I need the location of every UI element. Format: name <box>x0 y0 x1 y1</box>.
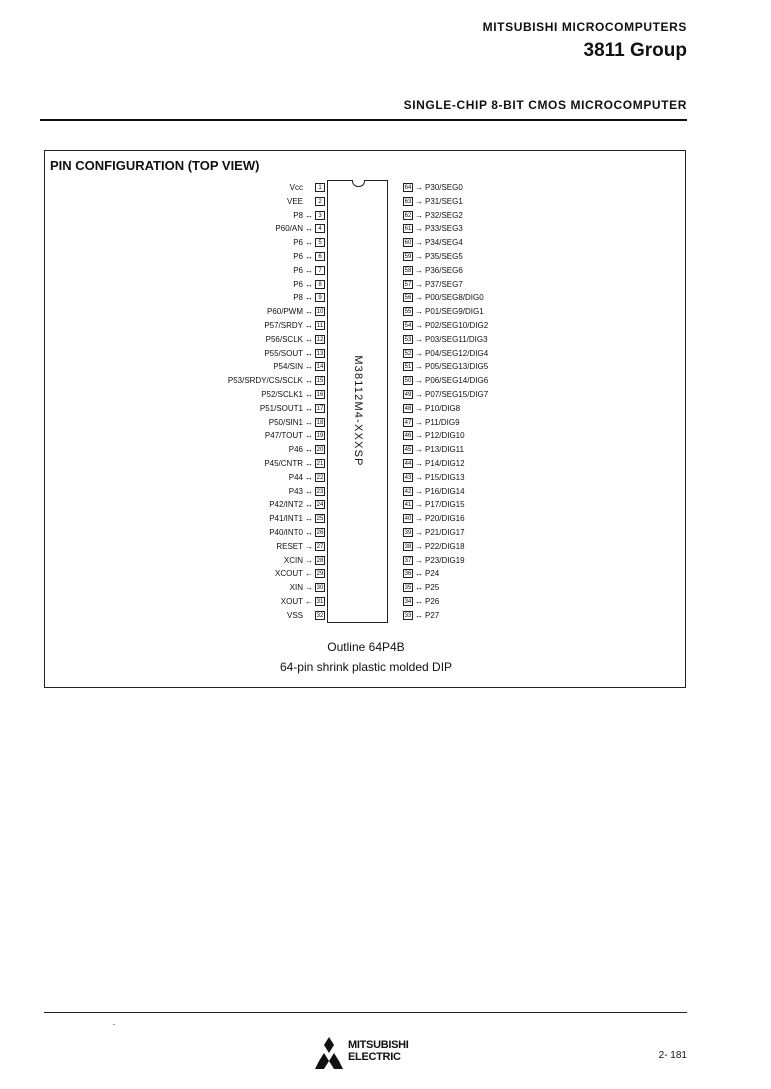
pin-name: P40/INT0 <box>269 528 303 537</box>
pin-direction-icon: ↔ <box>305 265 313 275</box>
pin-name: P11/DIG9 <box>425 417 460 427</box>
pin-number: 14 <box>316 364 324 371</box>
pin-name: P32/SEG2 <box>425 210 463 220</box>
pin-name: P33/SEG3 <box>425 224 463 234</box>
right-pin-row <box>403 278 463 291</box>
pin-name: P01/SEG9/DIG1 <box>425 307 484 317</box>
pin-name: P60/AN <box>275 224 303 234</box>
pin-number: 15 <box>316 378 324 385</box>
pin-name: P50/SIN1 <box>268 417 303 427</box>
pin-name: P17/DIG15 <box>425 500 465 510</box>
pin-number: 25 <box>316 516 324 523</box>
right-pin-row <box>403 443 464 456</box>
left-pin-row <box>264 319 325 332</box>
pin-number: 8 <box>315 280 325 289</box>
pin-direction-icon: ↔ <box>305 376 313 386</box>
right-pin-row <box>403 540 465 553</box>
pin-direction-icon: → <box>415 196 423 206</box>
pin-direction-icon: ↔ <box>305 293 313 303</box>
pin-name: P45/CNTR <box>264 459 303 468</box>
pin-direction-icon: ↔ <box>415 569 423 579</box>
page-number: 2- 181 <box>658 1050 687 1061</box>
pin-name: P25 <box>425 583 440 593</box>
pin-direction-icon: → <box>415 459 423 468</box>
pin-number: 3 <box>315 211 325 220</box>
right-pin-row <box>403 347 488 360</box>
pin-direction-icon: → <box>415 252 423 261</box>
package-description: 64-pin shrink plastic molded DIP <box>279 660 453 674</box>
pin-number: 27 <box>316 543 324 550</box>
pin-name: P60/PWM <box>266 307 303 317</box>
pin-direction-icon: ↔ <box>305 486 313 496</box>
right-pin-row <box>403 471 465 484</box>
pin-name: P21/DIG17 <box>425 528 465 537</box>
pin-name: P20/DIG16 <box>425 514 465 524</box>
pin-direction-icon: ↔ <box>305 459 313 468</box>
left-pin-row <box>273 360 325 373</box>
pin-number: 6 <box>315 252 325 261</box>
pin-direction-icon: ↔ <box>305 348 313 358</box>
pin-direction-icon: ↔ <box>305 417 313 427</box>
pin-name: P6 <box>293 265 303 275</box>
pin-direction-icon: → <box>305 541 313 551</box>
pin-name: XCOUT <box>275 569 303 579</box>
pin-direction-icon: → <box>415 500 423 510</box>
footer-rule <box>44 1012 687 1013</box>
pin-number: 37 <box>404 557 412 564</box>
pin-number: 55 <box>404 309 412 316</box>
pin-name: P6 <box>293 238 303 248</box>
left-pin-row <box>276 540 325 553</box>
pin-direction-icon: → <box>415 293 423 303</box>
pin-number: 11 <box>316 323 324 329</box>
pin-number: 35 <box>404 585 412 592</box>
pin-name: P41/INT1 <box>269 514 303 524</box>
logo-text-line2: ELECTRIC <box>348 1051 401 1063</box>
right-pin-row <box>403 305 484 318</box>
right-pin-row <box>403 236 463 249</box>
pin-name: P35/SEG5 <box>425 252 463 261</box>
pin-number: 20 <box>316 447 324 454</box>
pin-number: 9 <box>315 293 325 302</box>
right-pin-row <box>403 609 439 622</box>
pin-number: 18 <box>316 419 324 426</box>
pin-number: 32 <box>316 612 324 619</box>
pin-direction-icon: → <box>415 362 423 372</box>
pin-direction-icon: → <box>415 279 423 289</box>
left-pin-row <box>260 402 325 415</box>
pin-number: 28 <box>316 557 324 564</box>
pin-name: P26 <box>425 597 440 606</box>
pin-number: 54 <box>404 323 412 329</box>
pin-name: P8 <box>293 210 303 220</box>
pin-number: 59 <box>404 254 412 260</box>
pin-name: P47/TOUT <box>264 431 303 441</box>
pin-direction-icon: → <box>415 472 423 482</box>
pin-direction-icon: → <box>415 376 423 386</box>
left-pin-row <box>289 443 325 456</box>
pin-name: VEE <box>286 196 303 206</box>
pin-name: P53/SRDY/CS/SCLK <box>227 376 303 386</box>
pin-number: 10 <box>316 309 324 316</box>
pin-number: 39 <box>404 530 412 536</box>
pin-number: 62 <box>404 212 412 219</box>
pin-number: 64 <box>404 185 412 191</box>
pin-direction-icon: ↔ <box>305 500 313 510</box>
left-pin-row <box>264 457 325 470</box>
pin-name: XIN <box>289 583 303 593</box>
chip-notch <box>352 180 365 187</box>
left-pin-row <box>269 512 325 525</box>
pin-name: P43 <box>288 486 303 496</box>
pin-direction-icon: → <box>415 445 423 455</box>
right-pin-row <box>403 512 465 525</box>
pin-direction-icon: ↔ <box>305 224 313 234</box>
left-pin-row <box>284 554 325 567</box>
pin-name: RESET <box>276 541 303 551</box>
right-pin-row <box>403 402 460 415</box>
pin-name: P27 <box>425 610 440 620</box>
pin-number: 13 <box>316 350 324 357</box>
left-pin-row <box>293 236 325 249</box>
pin-number: 12 <box>316 336 324 343</box>
right-pin-row <box>403 526 465 539</box>
pin-name: P00/SEG8/DIG0 <box>425 293 484 303</box>
pin-number: 43 <box>404 474 412 481</box>
pin-name: P34/SEG4 <box>425 238 463 248</box>
pin-number: 63 <box>404 198 412 205</box>
pin-direction-icon: ↔ <box>305 210 313 220</box>
left-pin-row <box>289 485 325 498</box>
pin-direction-icon: → <box>415 307 423 317</box>
pin-direction-icon: → <box>415 528 423 537</box>
pin-name: P57/SRDY <box>264 321 303 330</box>
pin-direction-icon: ↔ <box>415 583 423 593</box>
pin-name: P02/SEG10/DIG2 <box>425 321 489 330</box>
pin-direction-icon: ↔ <box>305 528 313 537</box>
left-pin-row <box>269 498 325 511</box>
left-pin-row <box>293 250 325 263</box>
pin-number: 31 <box>316 599 324 605</box>
right-pin-row <box>403 291 484 304</box>
right-pin-row <box>403 485 465 498</box>
chip-package <box>327 180 388 623</box>
pin-direction-icon: ↔ <box>305 431 313 441</box>
pin-name: P22/DIG18 <box>425 541 465 551</box>
pin-number: 5 <box>315 238 325 247</box>
pin-number: 58 <box>404 267 412 274</box>
right-pin-row <box>403 429 465 442</box>
pin-direction-icon: → <box>415 210 423 220</box>
pin-number: 7 <box>315 266 325 275</box>
pin-number: 1 <box>315 183 325 192</box>
pin-number: 50 <box>404 378 412 385</box>
pin-name: P13/DIG11 <box>425 445 464 455</box>
pin-direction-icon: → <box>305 583 313 593</box>
pin-name: P04/SEG12/DIG4 <box>425 348 489 358</box>
left-pin-row <box>289 471 325 484</box>
pin-direction-icon: → <box>305 555 313 565</box>
pin-direction-icon: ↔ <box>305 403 313 413</box>
pin-name: P44 <box>288 472 303 482</box>
pin-number: 23 <box>316 488 324 495</box>
pin-direction-icon: → <box>415 334 423 344</box>
pin-name: P03/SEG11/DIG3 <box>425 334 488 344</box>
pin-number: 46 <box>404 433 412 440</box>
left-pin-row <box>287 195 325 208</box>
pin-name: P56/SCLK <box>265 334 303 344</box>
pin-number: 2 <box>315 197 325 206</box>
pin-number: 40 <box>404 516 412 523</box>
pin-direction-icon: ↔ <box>305 334 313 344</box>
right-pin-row <box>403 360 488 373</box>
logo-text-line1: MITSUBISHI <box>348 1039 409 1051</box>
pin-number: 56 <box>404 295 412 302</box>
right-pin-row <box>403 209 463 222</box>
pin-name: P05/SEG13/DIG5 <box>425 362 489 372</box>
header-rule <box>40 119 687 121</box>
pin-direction-icon: → <box>415 224 423 234</box>
pin-direction-icon: → <box>415 390 423 399</box>
pin-name: P30/SEG0 <box>425 183 463 192</box>
left-pin-row <box>290 181 325 194</box>
pin-number: 24 <box>316 502 324 509</box>
pin-number: 51 <box>404 364 412 371</box>
pin-number: 19 <box>316 433 324 440</box>
pin-name: P8 <box>293 293 303 303</box>
pin-configuration-panel <box>44 150 686 688</box>
pin-direction-icon: ↔ <box>305 321 313 330</box>
pin-number: 38 <box>404 543 412 550</box>
pin-number: 48 <box>404 405 412 412</box>
pin-number: 42 <box>404 488 412 495</box>
pin-number: 53 <box>404 336 412 343</box>
pin-direction-icon: → <box>415 541 423 551</box>
left-pin-row <box>275 222 325 235</box>
pin-name: P42/INT2 <box>269 500 303 510</box>
right-pin-row <box>403 581 439 594</box>
pin-name: P14/DIG12 <box>425 459 465 468</box>
pin-name: P07/SEG15/DIG7 <box>425 390 489 399</box>
left-pin-row <box>293 264 325 277</box>
pin-direction-icon: ↔ <box>305 472 313 482</box>
pin-direction-icon: → <box>415 417 423 427</box>
header-subtitle: SINGLE-CHIP 8-BIT CMOS MICROCOMPUTER <box>403 98 687 112</box>
pin-direction-icon: → <box>415 265 423 275</box>
pin-name: P06/SEG14/DIG6 <box>425 376 489 386</box>
pin-number: 47 <box>404 419 412 426</box>
header-brand: MITSUBISHI MICROCOMPUTERS <box>482 20 687 34</box>
left-pin-row <box>267 305 325 318</box>
pin-direction-icon: ↔ <box>415 610 423 620</box>
pin-name: P23/DIG19 <box>425 555 465 565</box>
right-pin-row <box>403 374 488 387</box>
pin-number: 34 <box>404 599 412 605</box>
pin-direction-icon: → <box>415 403 423 413</box>
left-pin-row <box>265 429 325 442</box>
pin-number: 45 <box>404 447 412 454</box>
right-pin-row <box>403 181 463 194</box>
pin-name: P31/SEG1 <box>425 196 463 206</box>
left-pin-row <box>228 374 325 387</box>
pin-number: 30 <box>316 585 324 592</box>
pin-direction-icon: ← <box>305 597 313 606</box>
left-pin-row <box>293 291 325 304</box>
pin-direction-icon: → <box>415 431 423 441</box>
pin-number: 22 <box>316 474 324 481</box>
right-pin-row <box>403 595 439 608</box>
right-pin-row <box>403 416 460 429</box>
pin-number: 36 <box>404 571 412 578</box>
right-pin-row <box>403 250 463 263</box>
pin-number: 57 <box>404 281 412 288</box>
pin-direction-icon: ↔ <box>305 445 313 455</box>
pin-name: P54/SIN <box>273 362 303 372</box>
left-pin-row <box>269 416 325 429</box>
pin-name: Vcc <box>289 183 303 192</box>
right-pin-row <box>403 333 488 346</box>
pin-direction-icon: → <box>415 486 423 496</box>
pin-direction-icon: ↔ <box>305 307 313 317</box>
pin-number: 41 <box>404 502 412 509</box>
pin-direction-icon: ↔ <box>305 238 313 248</box>
pin-number: 29 <box>316 571 324 578</box>
pin-direction-icon: → <box>415 321 423 330</box>
pin-name: P51/SOUT1 <box>259 403 303 413</box>
pin-name: XOUT <box>280 597 303 606</box>
pin-number: 60 <box>404 240 412 247</box>
outline-code: Outline 64P4B <box>327 640 405 654</box>
left-pin-row <box>287 609 325 622</box>
right-pin-row <box>403 222 463 235</box>
pin-direction-icon: → <box>415 555 423 565</box>
pin-number: 21 <box>316 461 324 467</box>
right-pin-row <box>403 195 463 208</box>
pin-number: 49 <box>404 392 412 398</box>
pin-name: P6 <box>293 252 303 261</box>
pin-number: 44 <box>404 461 412 467</box>
pin-number: 33 <box>404 612 412 619</box>
pin-name: P36/SEG6 <box>425 265 463 275</box>
pin-number: 17 <box>316 405 324 412</box>
left-pin-row <box>269 526 325 539</box>
scan-speck <box>113 1024 115 1025</box>
chip-part-number: M38112M4-XXXSP <box>352 355 364 467</box>
left-pin-row <box>275 567 325 580</box>
pin-name: XCIN <box>283 555 303 565</box>
left-pin-row <box>290 581 325 594</box>
right-pin-row <box>403 554 465 567</box>
pin-name: P37/SEG7 <box>425 279 463 289</box>
pin-number: 26 <box>316 530 324 536</box>
left-pin-row <box>293 278 325 291</box>
pin-direction-icon: ↔ <box>415 597 423 606</box>
pin-name: P12/DIG10 <box>425 431 465 441</box>
pin-direction-icon: ↔ <box>305 362 313 372</box>
pin-direction-icon: → <box>415 514 423 524</box>
pin-name: P10/DIG8 <box>425 403 461 413</box>
header-group-title: 3811 Group <box>583 40 687 61</box>
pin-direction-icon: → <box>415 183 423 192</box>
pin-number: 16 <box>316 392 324 398</box>
three-diamonds-icon <box>312 1036 346 1070</box>
figure-title: PIN CONFIGURATION (TOP VIEW) <box>50 158 260 173</box>
pin-name: VSS <box>286 610 303 620</box>
left-pin-row <box>266 333 325 346</box>
right-pin-row <box>403 498 465 511</box>
pin-direction-icon: ↔ <box>305 279 313 289</box>
left-pin-row <box>264 347 325 360</box>
pin-direction-icon: → <box>415 238 423 248</box>
pin-name: P6 <box>293 279 303 289</box>
mitsubishi-logo <box>312 1036 422 1070</box>
pin-number: 61 <box>404 226 412 233</box>
pin-direction-icon: ↔ <box>305 390 313 399</box>
pin-direction-icon: → <box>415 348 423 358</box>
pin-name: P15/DIG13 <box>425 472 465 482</box>
pin-direction-icon: ← <box>305 569 313 579</box>
pin-name: P46 <box>288 445 303 455</box>
left-pin-row <box>293 209 325 222</box>
right-pin-row <box>403 388 488 401</box>
right-pin-row <box>403 567 439 580</box>
pin-number: 4 <box>315 224 325 233</box>
left-pin-row <box>261 388 325 401</box>
right-pin-row <box>403 457 465 470</box>
right-pin-row <box>403 264 463 277</box>
pin-number: 52 <box>404 350 412 357</box>
pin-name: P16/DIG14 <box>425 486 465 496</box>
left-pin-row <box>281 595 325 608</box>
pin-name: P24 <box>425 569 440 579</box>
pin-direction-icon: ↔ <box>305 514 313 524</box>
pin-direction-icon: ↔ <box>305 252 313 261</box>
pin-name: P52/SCLK1 <box>261 390 303 399</box>
pin-name: P55/SOUT <box>264 348 303 358</box>
right-pin-row <box>403 319 488 332</box>
